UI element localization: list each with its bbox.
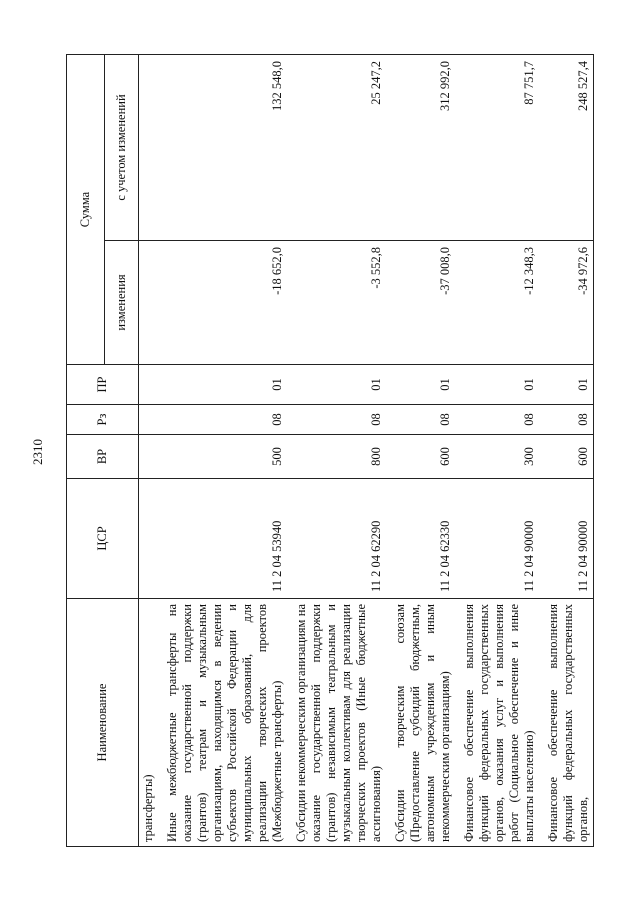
row-total: 248 527,4 xyxy=(543,55,594,241)
row-rz xyxy=(139,405,163,435)
row-name: Субсидии творческим союзам (Предоставление субсидий бюджетным, автономным учреждениям и иным некоммерческим организациям) xyxy=(390,599,459,847)
row-rz: 08 xyxy=(543,405,594,435)
header-sum: Сумма xyxy=(67,55,105,365)
header-rz: Рз xyxy=(67,405,139,435)
row-vr: 500 xyxy=(162,435,291,479)
row-pr: 01 xyxy=(291,365,390,405)
row-pr: 01 xyxy=(459,365,543,405)
header-with-change: с учетом изменений xyxy=(105,55,139,241)
row-total: 25 247,2 xyxy=(291,55,390,241)
table-row xyxy=(291,55,390,847)
table-row xyxy=(459,55,543,847)
row-name: Финансовое обеспечение выполнения функций федеральных государственных органов, оказания услуг и выполнения работ (Социальное обеспечение и иные выплаты населению) xyxy=(459,599,543,847)
row-vr: 300 xyxy=(459,435,543,479)
row-pr xyxy=(139,365,163,405)
row-change: -18 652,0 xyxy=(162,241,291,365)
header-vr: ВР xyxy=(67,435,139,479)
row-rz: 08 xyxy=(459,405,543,435)
row-change: -12 348,3 xyxy=(459,241,543,365)
row-total xyxy=(139,55,163,241)
rotated-table-wrapper xyxy=(66,55,606,847)
row-change: -37 008,0 xyxy=(390,241,459,365)
row-change xyxy=(139,241,163,365)
row-total: 132 548,0 xyxy=(162,55,291,241)
row-name: трансферты) xyxy=(139,599,163,847)
table-row xyxy=(139,55,163,847)
header-name: Наименование xyxy=(67,599,139,847)
table-row xyxy=(162,55,291,847)
row-vr: 800 xyxy=(291,435,390,479)
row-rz: 08 xyxy=(162,405,291,435)
header-pr: ПР xyxy=(67,365,139,405)
row-csr: 11 2 04 90000 xyxy=(543,479,594,599)
row-vr: 600 xyxy=(543,435,594,479)
budget-table xyxy=(66,54,594,847)
row-csr: 11 2 04 62330 xyxy=(390,479,459,599)
row-vr: 600 xyxy=(390,435,459,479)
row-pr: 01 xyxy=(543,365,594,405)
table-row xyxy=(390,55,459,847)
page-number: 2310 xyxy=(30,439,45,465)
row-csr: 11 2 04 90000 xyxy=(459,479,543,599)
row-total: 312 992,0 xyxy=(390,55,459,241)
row-rz: 08 xyxy=(390,405,459,435)
row-csr: 11 2 04 62290 xyxy=(291,479,390,599)
table-row xyxy=(543,55,594,847)
row-name: Иные межбюджетные трансферты на оказание государственной поддержки (грантов) театрам и музыкальным организациям, находящимся в ведении субъектов Российской Федерации и муниципальных образований, для реализации творческих проектов (Межбюджетные трансферты) xyxy=(162,599,291,847)
row-total: 87 751,7 xyxy=(459,55,543,241)
header-csr: ЦСР xyxy=(67,479,139,599)
row-name: Финансовое обеспечение выполнения функций федеральных государственных органов, xyxy=(543,599,594,847)
row-change: -3 552,8 xyxy=(291,241,390,365)
row-vr xyxy=(139,435,163,479)
row-csr xyxy=(139,479,163,599)
header-change: изменения xyxy=(105,241,139,365)
row-csr: 11 2 04 53940 xyxy=(162,479,291,599)
row-pr: 01 xyxy=(390,365,459,405)
row-rz: 08 xyxy=(291,405,390,435)
row-pr: 01 xyxy=(162,365,291,405)
row-change: -34 972,6 xyxy=(543,241,594,365)
row-name: Субсидии некоммерческим организациям на оказание государственной поддержки (грантов) независимым театральным и музыкальным коллективам для реализации творческих проектов (Иные бюджетные ассигнования) xyxy=(291,599,390,847)
